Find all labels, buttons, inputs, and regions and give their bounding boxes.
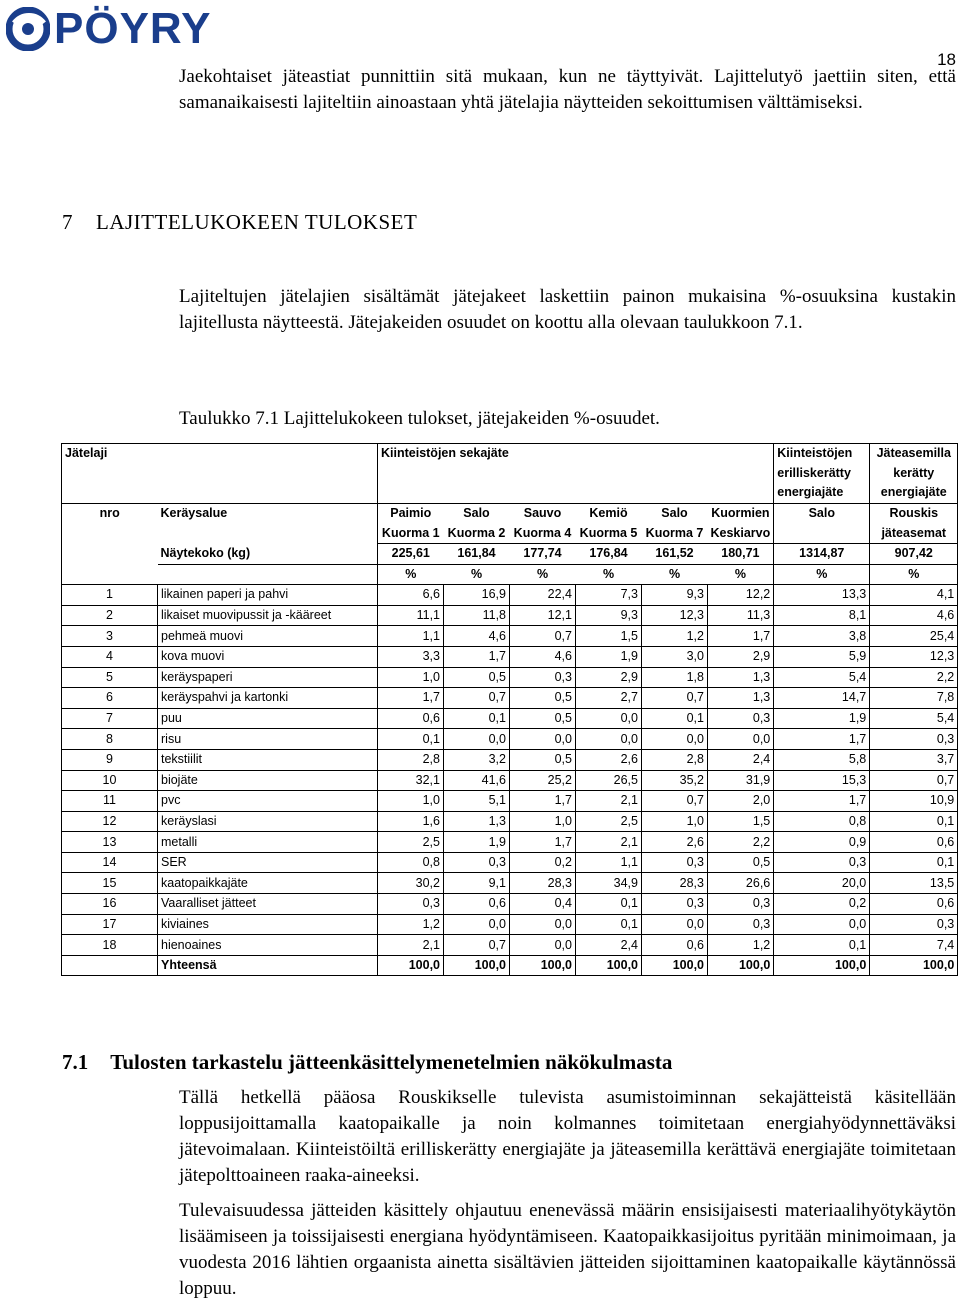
value-cell: 0,0 [510,935,576,956]
value-cell: 2,5 [378,832,444,853]
load-cell: jäteasemat [870,523,958,543]
section-7-title: LAJITTELUKOKEEN TULOKSET [96,210,418,234]
area-cell: Kemiö [589,506,628,521]
value-cell: 1,8 [642,667,708,688]
sample-size-label: Näytekoko (kg) [158,543,378,564]
row-number: 15 [62,873,158,894]
area-cell: Sauvo [523,506,562,521]
unit-cell: % [774,564,870,585]
value-cell: 1,5 [708,811,774,832]
row-number: 6 [62,688,158,709]
table-row [62,873,958,894]
value-cell: 12,2 [708,585,774,606]
page-number: 18 [937,50,956,69]
value-cell: 26,5 [576,770,642,791]
value-cell: 1,5 [576,626,642,647]
value-cell: 0,9 [774,832,870,853]
unit-cell: % [378,564,444,585]
unit-cell: % [642,564,708,585]
value-cell: 11,3 [708,605,774,626]
sample-size-cell: 161,52 [642,543,708,564]
row-name: biojäte [158,770,378,791]
section-7-1-title: Tulosten tarkastelu jätteenkäsittelymenetelmien näkökulmasta [110,1050,673,1074]
sample-size-cell: 180,71 [708,543,774,564]
row-name: kiviaines [158,914,378,935]
header-row-3 [62,483,958,503]
value-cell: 0,1 [774,935,870,956]
row-number: 13 [62,832,158,853]
value-cell: 11,8 [444,605,510,626]
row-name: risu [158,729,378,750]
unit-cell: % [510,564,576,585]
value-cell: 8,1 [774,605,870,626]
value-cell: 10,9 [870,791,958,812]
jatelaji-header: Jätelaji [62,444,158,464]
load-cell: Kuorma 7 [642,523,708,543]
sample-size-cell: 907,42 [870,543,958,564]
row-name: Vaaralliset jätteet [158,894,378,915]
load-cell: Kuorma 4 [510,523,576,543]
value-cell: 0,5 [444,667,510,688]
value-cell: 3,8 [774,626,870,647]
intro-paragraph: Jaekohtaiset jäteastiat punnittiin sitä mukaan, kun ne täyttyivät. Lajittelutyö jaettiin siten, että samanaikaisesti lajiteltiin ainoastaan yhtä jätelajia näytteiden sekoittumisen välttämiseksi. [179,66,956,113]
unit-cell: % [444,564,510,585]
value-cell: 1,0 [378,667,444,688]
sample-size-cell: 176,84 [576,543,642,564]
value-cell: 22,4 [510,585,576,606]
header-empty [62,523,158,543]
value-cell: 1,2 [378,914,444,935]
value-cell: 0,3 [642,852,708,873]
table-row [62,626,958,647]
value-cell: 2,2 [708,832,774,853]
value-cell: 0,3 [774,852,870,873]
value-cell: 2,8 [378,749,444,770]
value-cell: 1,9 [774,708,870,729]
value-cell: 0,3 [444,852,510,873]
value-cell: 0,0 [708,729,774,750]
value-cell: 0,8 [378,852,444,873]
sample-size-cell: 177,74 [510,543,576,564]
row-name: keräyspaperi [158,667,378,688]
value-cell: 28,3 [510,873,576,894]
value-cell: 0,6 [870,894,958,915]
erillis-header-3: energiajäte [774,483,870,503]
value-cell: 1,2 [642,626,708,647]
value-cell: 1,3 [708,688,774,709]
unit-cell: % [708,564,774,585]
value-cell: 0,1 [444,708,510,729]
value-cell: 32,1 [378,770,444,791]
value-cell: 4,1 [870,585,958,606]
value-cell: 12,3 [642,605,708,626]
value-cell: 1,2 [708,935,774,956]
value-cell: 0,7 [444,688,510,709]
area-cell: Paimio [390,506,432,521]
table-row [62,894,958,915]
value-cell: 2,9 [576,667,642,688]
total-empty [62,955,158,976]
value-cell: 1,7 [444,646,510,667]
total-cell: 100,0 [510,955,576,976]
total-label: Yhteensä [158,955,378,976]
value-cell: 5,4 [870,708,958,729]
unit-cell: % [870,564,958,585]
value-cell: 0,1 [642,708,708,729]
results-table-body [62,444,958,976]
table-row [62,811,958,832]
section-7-1-paragraph-2: Tulevaisuudessa jätteiden käsittely ohjautuu enenevässä määrin ensisijaisesti materiaalihyötykäytön lisäämiseen ja toissijaisesti energiana hyödyntämiseen. Kaatopaikkasijoitus pyritään minimoimaan, ja vuodesta 2016 lähtien orgaanista ainetta sisältävien jätteiden sijoittaminen kaatopaikalle käytännössä loppuu. [179,1200,956,1299]
value-cell: 0,1 [378,729,444,750]
jateasema-header-3: energiajäte [870,483,958,503]
value-cell: 26,6 [708,873,774,894]
row-number: 12 [62,811,158,832]
table-row [62,852,958,873]
value-cell: 25,2 [510,770,576,791]
row-number: 3 [62,626,158,647]
loads-row [62,523,958,543]
table-row [62,770,958,791]
value-cell: 4,6 [870,605,958,626]
value-cell: 41,6 [444,770,510,791]
load-cell: Kuorma 2 [444,523,510,543]
row-number: 11 [62,791,158,812]
value-cell: 0,6 [642,935,708,956]
value-cell: 20,0 [774,873,870,894]
value-cell: 1,6 [378,811,444,832]
row-name: pvc [158,791,378,812]
row-name: likaiset muovipussit ja -kääreet [158,605,378,626]
value-cell: 0,5 [510,749,576,770]
value-cell: 2,1 [576,791,642,812]
value-cell: 34,9 [576,873,642,894]
header-row-1 [62,444,958,464]
table-row [62,667,958,688]
total-cell: 100,0 [576,955,642,976]
header-empty [158,444,378,464]
value-cell: 5,8 [774,749,870,770]
table-row [62,585,958,606]
value-cell: 1,3 [444,811,510,832]
row-number: 7 [62,708,158,729]
value-cell: 7,4 [870,935,958,956]
row-number: 8 [62,729,158,750]
value-cell: 7,8 [870,688,958,709]
value-cell: 0,3 [378,894,444,915]
value-cell: 5,9 [774,646,870,667]
value-cell: 1,7 [774,791,870,812]
value-cell: 12,1 [510,605,576,626]
erillis-header-1: Kiinteistöjen [774,444,870,464]
header-empty [378,483,774,503]
value-cell: 2,6 [642,832,708,853]
header-empty [158,483,378,503]
table-row [62,605,958,626]
section-7-1-heading [62,1050,672,1075]
value-cell: 0,7 [510,626,576,647]
poyry-logo [6,6,211,52]
value-cell: 5,1 [444,791,510,812]
value-cell: 0,0 [576,729,642,750]
table-row [62,791,958,812]
row-number: 14 [62,852,158,873]
value-cell: 0,4 [510,894,576,915]
header-row-2 [62,464,958,484]
value-cell: 0,0 [642,729,708,750]
results-table [61,443,958,976]
header-empty [158,523,378,543]
total-cell: 100,0 [708,955,774,976]
value-cell: 0,7 [642,791,708,812]
section-7-number: 7 [62,210,73,234]
value-cell: 4,6 [510,646,576,667]
value-cell: 2,1 [378,935,444,956]
table-row [62,914,958,935]
table-row [62,749,958,770]
value-cell: 0,3 [870,729,958,750]
value-cell: 1,7 [510,791,576,812]
section-7-1-paragraph-1: Tällä hetkellä pääosa Rouskikselle tulevista asumistoiminnan sekajätteistä käsitellään loppusijoittamalla kaatopaikalle ja noin kolmannes toimitetaan energiahyödynnettäväksi jätevoimalaan. Kiinteistöiltä erilliskerätty energiajäte ja jäteasemilla kerättävä energiajäte toimitetaan jätepolttoaineen raaka-aineeksi. [179,1087,956,1186]
sample-size-cell: 161,84 [444,543,510,564]
value-cell: 1,0 [642,811,708,832]
row-number: 17 [62,914,158,935]
area-cell: Salo [463,506,490,521]
header-empty [62,564,158,585]
value-cell: 0,7 [444,935,510,956]
value-cell: 35,2 [642,770,708,791]
value-cell: 15,3 [774,770,870,791]
value-cell: 0,3 [708,708,774,729]
header-empty [62,543,158,564]
value-cell: 0,3 [510,667,576,688]
value-cell: 1,7 [708,626,774,647]
section-7-1-number: 7.1 [62,1050,89,1074]
value-cell: 3,7 [870,749,958,770]
value-cell: 0,7 [642,688,708,709]
area-cell: Rouskis [870,503,958,523]
section-7-heading [62,210,417,235]
kiinteistojen-sekajate-header: Kiinteistöjen sekajäte [378,444,774,464]
value-cell: 0,1 [870,852,958,873]
header-empty [62,464,158,484]
value-cell: 0,0 [576,708,642,729]
logo-text: PÖYRY [54,4,212,53]
table-caption: Taulukko 7.1 Lajittelukokeen tulokset, jätejakeiden %-osuudet. [179,408,660,429]
value-cell: 30,2 [378,873,444,894]
value-cell: 0,0 [510,729,576,750]
value-cell: 0,5 [510,708,576,729]
table-row [62,688,958,709]
sample-size-cell: 1314,87 [774,543,870,564]
header-empty [62,483,158,503]
row-number: 2 [62,605,158,626]
table-row [62,729,958,750]
unit-row [62,564,958,585]
load-cell: Kuorma 5 [576,523,642,543]
row-name: pehmeä muovi [158,626,378,647]
value-cell: 0,6 [444,894,510,915]
value-cell: 31,9 [708,770,774,791]
kerays-header: Keräysalue [158,503,378,523]
areas-row [62,503,958,523]
header-empty [158,564,378,585]
value-cell: 7,3 [576,585,642,606]
area-cell: Kuormien [711,506,770,521]
value-cell: 0,5 [708,852,774,873]
value-cell: 0,3 [708,894,774,915]
area-cell: Salo [774,503,870,523]
value-cell: 1,9 [576,646,642,667]
value-cell: 5,4 [774,667,870,688]
row-name: puu [158,708,378,729]
value-cell: 2,4 [708,749,774,770]
load-cell: Keskiarvo [708,523,774,543]
value-cell: 0,0 [510,914,576,935]
value-cell: 1,7 [774,729,870,750]
value-cell: 0,1 [576,894,642,915]
row-name: tekstiilit [158,749,378,770]
row-name: keräyspahvi ja kartonki [158,688,378,709]
value-cell: 2,6 [576,749,642,770]
value-cell: 0,6 [870,832,958,853]
value-cell: 2,9 [708,646,774,667]
load-cell: Kuorma 1 [378,523,444,543]
value-cell: 11,1 [378,605,444,626]
value-cell: 0,7 [870,770,958,791]
value-cell: 1,7 [378,688,444,709]
value-cell: 1,9 [444,832,510,853]
total-cell: 100,0 [774,955,870,976]
row-name: SER [158,852,378,873]
sample-size-row [62,543,958,564]
value-cell: 14,7 [774,688,870,709]
value-cell: 2,5 [576,811,642,832]
value-cell: 0,3 [708,914,774,935]
sample-size-cell: 225,61 [378,543,444,564]
poyry-swirl-icon [6,7,50,51]
value-cell: 0,0 [774,914,870,935]
value-cell: 6,6 [378,585,444,606]
value-cell: 13,3 [774,585,870,606]
value-cell: 9,1 [444,873,510,894]
value-cell: 0,0 [444,914,510,935]
value-cell: 3,0 [642,646,708,667]
row-number: 10 [62,770,158,791]
value-cell: 0,3 [870,914,958,935]
erillis-header-2: erilliskerätty [774,464,870,484]
row-name: likainen paperi ja pahvi [158,585,378,606]
value-cell: 0,2 [510,852,576,873]
value-cell: 1,1 [576,852,642,873]
value-cell: 2,1 [576,832,642,853]
value-cell: 2,4 [576,935,642,956]
table-row [62,832,958,853]
value-cell: 12,3 [870,646,958,667]
value-cell: 1,7 [510,832,576,853]
value-cell: 0,0 [642,914,708,935]
table-row [62,646,958,667]
value-cell: 28,3 [642,873,708,894]
row-name: hienoaines [158,935,378,956]
value-cell: 0,1 [870,811,958,832]
value-cell: 13,5 [870,873,958,894]
value-cell: 3,2 [444,749,510,770]
table-row [62,935,958,956]
value-cell: 0,1 [576,914,642,935]
nro-header: nro [62,503,158,523]
value-cell: 2,2 [870,667,958,688]
row-number: 16 [62,894,158,915]
value-cell: 25,4 [870,626,958,647]
total-cell: 100,0 [642,955,708,976]
jateasema-header-2: kerätty [870,464,958,484]
row-number: 4 [62,646,158,667]
header-empty [378,464,774,484]
row-number: 1 [62,585,158,606]
value-cell: 2,8 [642,749,708,770]
total-row [62,955,958,976]
value-cell: 1,3 [708,667,774,688]
value-cell: 1,1 [378,626,444,647]
total-cell: 100,0 [378,955,444,976]
value-cell: 4,6 [444,626,510,647]
total-cell: 100,0 [870,955,958,976]
row-number: 18 [62,935,158,956]
row-number: 9 [62,749,158,770]
value-cell: 3,3 [378,646,444,667]
value-cell: 9,3 [576,605,642,626]
area-cell: Salo [661,506,688,521]
total-cell: 100,0 [444,955,510,976]
value-cell: 16,9 [444,585,510,606]
value-cell: 1,0 [378,791,444,812]
row-name: metalli [158,832,378,853]
unit-cell: % [576,564,642,585]
row-name: kova muovi [158,646,378,667]
load-cell [774,523,870,543]
row-name: keräyslasi [158,811,378,832]
value-cell: 0,2 [774,894,870,915]
value-cell: 0,3 [642,894,708,915]
value-cell: 0,5 [510,688,576,709]
row-name: kaatopaikkajäte [158,873,378,894]
jateasema-header-1: Jäteasemilla [870,444,958,464]
value-cell: 0,6 [378,708,444,729]
row-number: 5 [62,667,158,688]
value-cell: 0,0 [444,729,510,750]
value-cell: 0,8 [774,811,870,832]
value-cell: 2,0 [708,791,774,812]
value-cell: 1,0 [510,811,576,832]
value-cell: 9,3 [642,585,708,606]
section-7-paragraph: Lajiteltujen jätelajien sisältämät jätejakeet laskettiin painon mukaisina %-osuuksina kustakin lajitellusta näytteestä. Jätejakeiden osuudet on koottu alla olevaan taulukkoon 7.1. [179,286,956,333]
value-cell: 2,7 [576,688,642,709]
header-empty [158,464,378,484]
table-row [62,708,958,729]
